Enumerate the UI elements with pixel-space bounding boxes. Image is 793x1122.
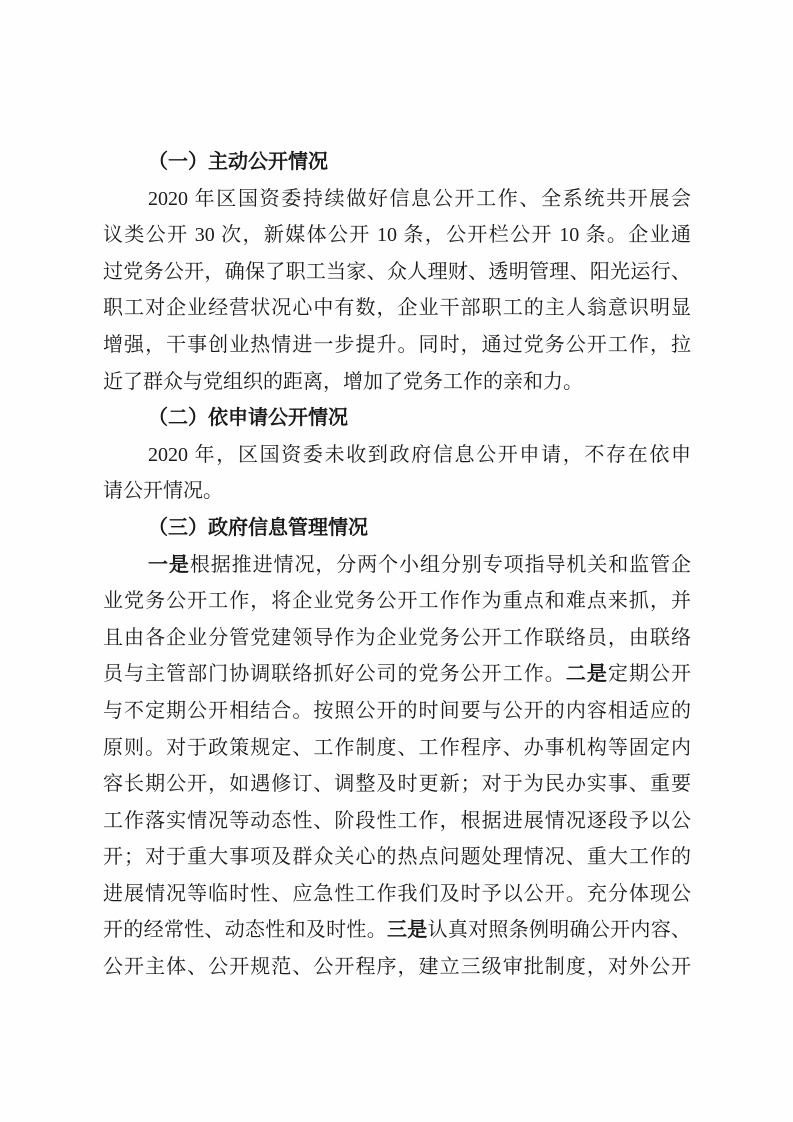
text-line bbox=[103, 290, 691, 327]
bold-text-segment: 二是 bbox=[565, 663, 608, 686]
text-segment: 业党务公开工作，将企业党务公开工作作为重点和难点来抓，并 bbox=[103, 590, 691, 613]
text-segment: 开的经常性、动态性和及时性。 bbox=[103, 919, 387, 942]
text-segment: 认真对照条例明确公开内容、 bbox=[427, 919, 692, 942]
text-segment: 2020 年，区国资委未收到政府信息公开申请，不存在依申 bbox=[148, 443, 691, 466]
text-line bbox=[103, 912, 691, 949]
text-segment: 与不定期公开相结合。按照公开的时间要与公开的内容相适应的 bbox=[103, 699, 691, 722]
bold-text-segment: （一）主动公开情况 bbox=[148, 151, 328, 173]
text-line bbox=[103, 693, 691, 730]
text-line bbox=[103, 364, 691, 401]
text-line bbox=[103, 656, 691, 693]
heading-line bbox=[103, 400, 691, 437]
bold-text-segment: （三）政府信息管理情况 bbox=[148, 516, 368, 539]
text-segment: 定期公开 bbox=[607, 663, 692, 686]
text-line bbox=[103, 803, 691, 840]
text-segment: 容长期公开，如遇修订、调整及时更新；对于为民办实事、重要 bbox=[103, 773, 691, 796]
text-line bbox=[103, 327, 691, 364]
text-line bbox=[103, 949, 691, 986]
text-segment: 议类公开 30 次，新媒体公开 10 条，公开栏公开 10 条。企业通 bbox=[103, 224, 691, 247]
text-line bbox=[103, 254, 691, 291]
text-line bbox=[103, 620, 691, 657]
text-line bbox=[103, 583, 691, 620]
text-line bbox=[103, 181, 691, 218]
heading-line bbox=[103, 510, 691, 547]
text-line bbox=[103, 730, 691, 767]
text-segment: 进展情况等临时性、应急性工作我们及时予以公开。充分体现公 bbox=[103, 882, 691, 905]
document-content bbox=[103, 144, 691, 986]
text-segment: 职工对企业经营状况心中有数，企业干部职工的主人翁意识明显 bbox=[103, 297, 691, 320]
text-segment: 2020 年区国资委持续做好信息公开工作、全系统共开展会 bbox=[148, 187, 691, 210]
text-segment: 原则。对于政策规定、工作制度、工作程序、办事机构等固定内 bbox=[103, 736, 691, 759]
text-segment: 请公开情况。 bbox=[103, 480, 223, 503]
text-line bbox=[103, 437, 691, 474]
text-segment: 工作落实情况等动态性、阶段性工作，根据进展情况逐段予以公 bbox=[103, 809, 691, 832]
bold-text-segment: 一是 bbox=[148, 553, 190, 576]
text-segment: 且由各企业分管党建领导作为企业党务公开工作联络员，由联络 bbox=[103, 626, 691, 649]
text-segment: 员与主管部门协调联络抓好公司的党务公开工作。 bbox=[103, 663, 566, 686]
text-segment: 过党务公开，确保了职工当家、众人理财、透明管理、阳光运行、 bbox=[103, 260, 691, 283]
text-line bbox=[103, 839, 691, 876]
text-segment: 开；对于重大事项及群众关心的热点问题处理情况、重大工作的 bbox=[103, 846, 691, 869]
bold-text-segment: （二）依申请公开情况 bbox=[148, 407, 348, 430]
text-line bbox=[103, 766, 691, 803]
text-segment: 根据推进情况，分两个小组分别专项指导机关和监管企 bbox=[189, 553, 692, 576]
heading-line bbox=[103, 144, 691, 181]
text-line bbox=[103, 217, 691, 254]
text-segment: 近了群众与党组织的距离，增加了党务工作的亲和力。 bbox=[103, 370, 583, 393]
text-line bbox=[103, 876, 691, 913]
text-segment: 公开主体、公开规范、公开程序，建立三级审批制度，对外公开 bbox=[103, 956, 691, 979]
text-segment: 增强，干事创业热情进一步提升。同时，通过党务公开工作，拉 bbox=[103, 333, 691, 356]
bold-text-segment: 三是 bbox=[387, 919, 428, 942]
text-line bbox=[103, 473, 691, 510]
text-line bbox=[103, 547, 691, 584]
